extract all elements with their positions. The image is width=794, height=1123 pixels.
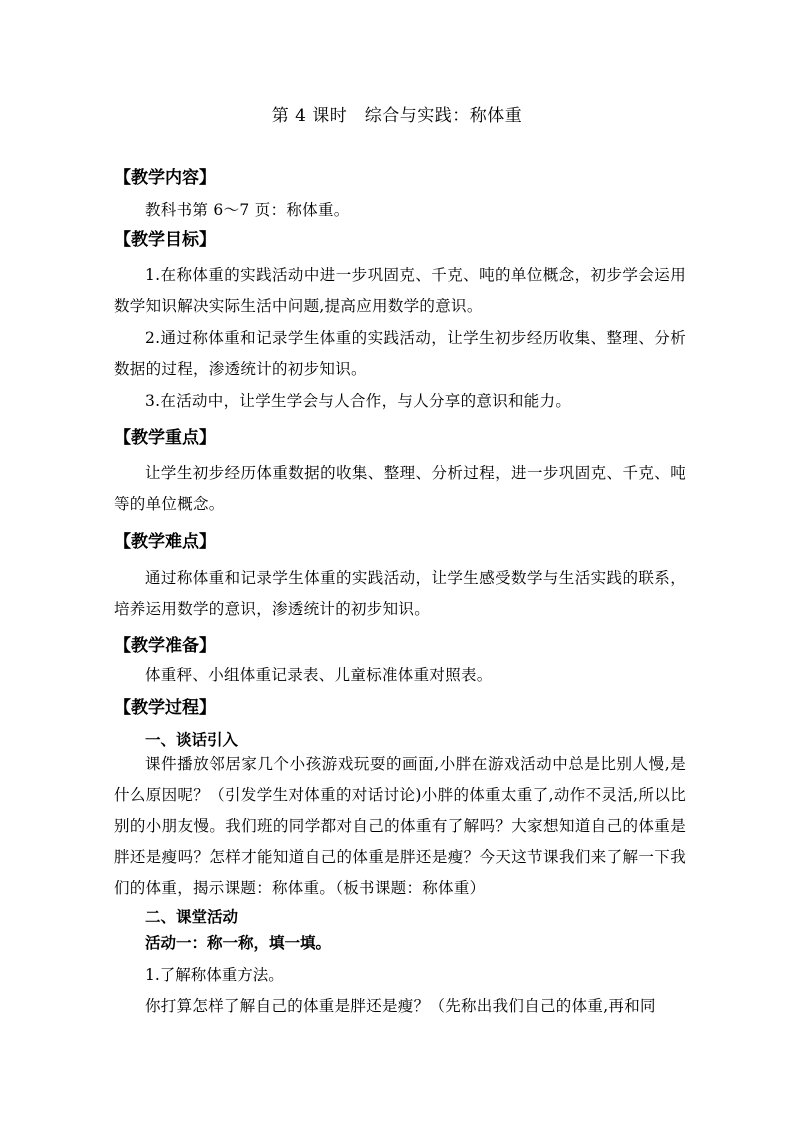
heading-key-points: 【教学重点】 — [114, 428, 216, 448]
heading-process: 【教学过程】 — [114, 698, 216, 718]
heading-teaching-goals: 【教学目标】 — [114, 230, 216, 250]
process-part2-title: 二、课堂活动 — [145, 907, 239, 926]
key-points-text: 让学生初步经历体重数据的收集、整理、分析过程，进一步巩固克、千克、吨等的单位概念。 — [114, 464, 686, 513]
process-step1-text: 你打算怎样了解自己的体重是胖还是瘦？（先称出我们自己的体重,再和同 — [145, 997, 656, 1015]
teaching-content-text: 教科书第 6～7 页：称体重。 — [145, 201, 350, 219]
goal-item-2: 2.通过称体重和记录学生体重的实践活动，让学生初步经历收集、整理、分析数据的过程，渗透统计的初步知识。 — [114, 329, 686, 378]
activity1-title: 活动一：称一称，填一填。 — [145, 934, 332, 952]
process-part1-title: 一、谈话引入 — [145, 730, 239, 749]
goal-item-3: 3.在活动中，让学生学会与人合作，与人分享的意识和能力。 — [145, 392, 572, 410]
heading-teaching-content: 【教学内容】 — [114, 168, 216, 188]
difficulties-text: 通过称体重和记录学生体重的实践活动，让学生感受数学与生活实践的联系，培养运用数学的意识，渗透统计的初步知识。 — [114, 569, 686, 618]
process-part1-text: 课件播放邻居家几个小孩游戏玩耍的画面,小胖在游戏活动中总是比别人慢,是什么原因呢？（引发学生对体重的对话讨论)小胖的体重太重了,动作不灵活,所以比别的小朋友慢。我们班的同学都对自己的体重有了解吗？大家想知道自己的体重是胖还是瘦吗？怎样才能知道自己的体重是胖还是瘦？今天这节课我们来了解一下我们的体重，揭示课题：称体重。（板书课题：称体重） — [114, 755, 686, 897]
goal-item-1: 1.在称体重的实践活动中进一步巩固克、千克、吨的单位概念，初步学会运用数学知识解决实际生活中问题,提高应用数学的意识。 — [114, 266, 686, 315]
preparation-text: 体重秤、小组体重记录表、儿童标准体重对照表。 — [145, 666, 493, 684]
process-step1: 1.了解称体重方法。 — [145, 966, 284, 984]
heading-difficulties: 【教学难点】 — [114, 532, 216, 552]
heading-preparation: 【教学准备】 — [114, 636, 216, 656]
page-title: 第 4 课时 综合与实践：称体重 — [271, 106, 523, 126]
